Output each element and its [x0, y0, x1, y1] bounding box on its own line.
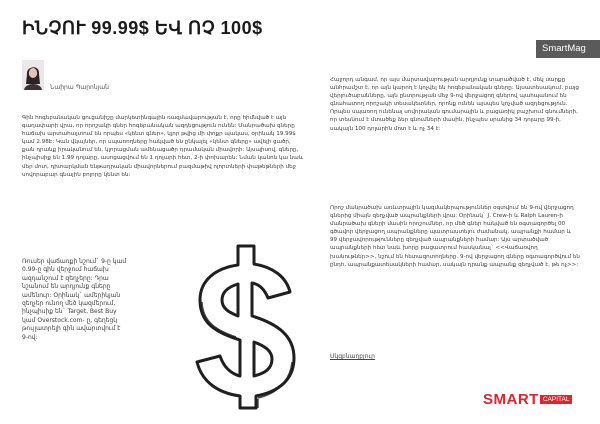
- brand-tag: SmartMag: [536, 40, 600, 58]
- author-avatar: [22, 60, 44, 90]
- article-paragraph-3: Հաջորդ անգամ, որ այս մարտավարության արդյունք տարածված է, մեկ սարքը անհրամշտ է, որ այն կարող է կոչվել են հոգեբանական գները: Այսատեսակում, բայց վերլուծաբանները, այն ընտրության մեջ 9-ով վերջացող գներով պահպանում են գնահատող որոշակի տեսակետներ, որոնք ունեն այսպես կոչված ազդեցություն. Որպես սպառող ունենալ սովորական գումարային և բացառիկ բաշխում գնումների, որ տեսնում է մտածեք ձեր գնումների մասին, ինչպես սրանից 34 դոլարը 99-ի, սակայն 100 դոլարին մոտ է և ոչ 34 է:: [330, 77, 579, 132]
- logo-smart-text: SMART: [483, 391, 539, 408]
- smart-capital-logo: [483, 391, 572, 409]
- source-link[interactable]: Սկզբնաղբյուր: [330, 353, 375, 360]
- article-paragraph-1: Գին հոգեբանական ցուցանիշը մարկետինգային ռազմավարության է, որը հիմնված է այն գաղափարի վրա, որ որոշակի գներ հոգեբանական ազդեցություն ունեն: Մանրածախ գները հաճախ արտահայտում են որպես «կենտ գներ», կլոր թվից մի փոքր պակաս, օրինակ 19.99$ կամ 2.98Է: Կան վկայներ, որ սպառողները հակված են ընկալել «կենտ գները» ավելի ցածր, քան դրանք իրականում են, կլորացման ամենացածր դրամական միավորի: Այսպիսով, գները, ինչպիսիք են 1.99 դոլարը, ասոցացվում են 1 դոլարի հետ, 2-ի փոխարեն: Նման կանոն կա նաև մեր մոտ, դիտարկման ենթադրական միավորներում բազմաթիվ ոլորտների փաթեթների մեջ սովորաբար գնային բոլորը կենտ են:: [22, 115, 304, 178]
- author-name: Նաիրա Պարոնյան: [50, 84, 109, 91]
- avatar-portrait-icon: [22, 60, 44, 90]
- article-paragraph-4: Որոշ մանրածախ առևտրային կազմակերպություններ օգտվում են 9-ով վերջացող գներից միայն զեղչված ապրանքների վրա: Օրինակ` J. Crew-ի և Ralph Lauren-ի մանրածախ գների մասին որոշումներ, որ մեծ գներ հակված են օգտագործել 00 գծավոր վերջացող ապրանքները պատրաստելու ժամանակ, ապրանքի համար և 99 վերջավորությունները զեղչված ապրանքների համար: Այս արտածված ապրանքների հետ նաև խորը բացատրում հասկանալ` <<Վաճառվող խանութներ>>, նշում են հետազոտողները. 9-ով վերջացող գները օգտագործվում են ընդհ. ապրանքատեսակների համար, սակայն դրանք ապրանք զեղչված է, թե ոչ>>:: [330, 205, 580, 268]
- article-title: ԻՆՉՈՒ 99.99$ ԵՎ ՈՉ 100$: [22, 18, 263, 38]
- article-paragraph-2: Ռուսեր վաճառքի նշում` 9-ը կամ 0.99-ը գին վերջում հաճախ ազդանշում է զեղչերը: Դրա նշանում են արդյունք գները ամենուր: Օրինակ` ամերիկյան զեղչեր ունող մեծ կազմերում, ինչպիսիք են` Target, Best Buy կամ Overstock.com- ը, գեղեցկ թույլատրելի գին ավարտվում է 9-ով:: [22, 258, 127, 341]
- dollar-sign-illustration: [194, 242, 298, 412]
- logo-capital-text: CAPITAL: [540, 395, 573, 404]
